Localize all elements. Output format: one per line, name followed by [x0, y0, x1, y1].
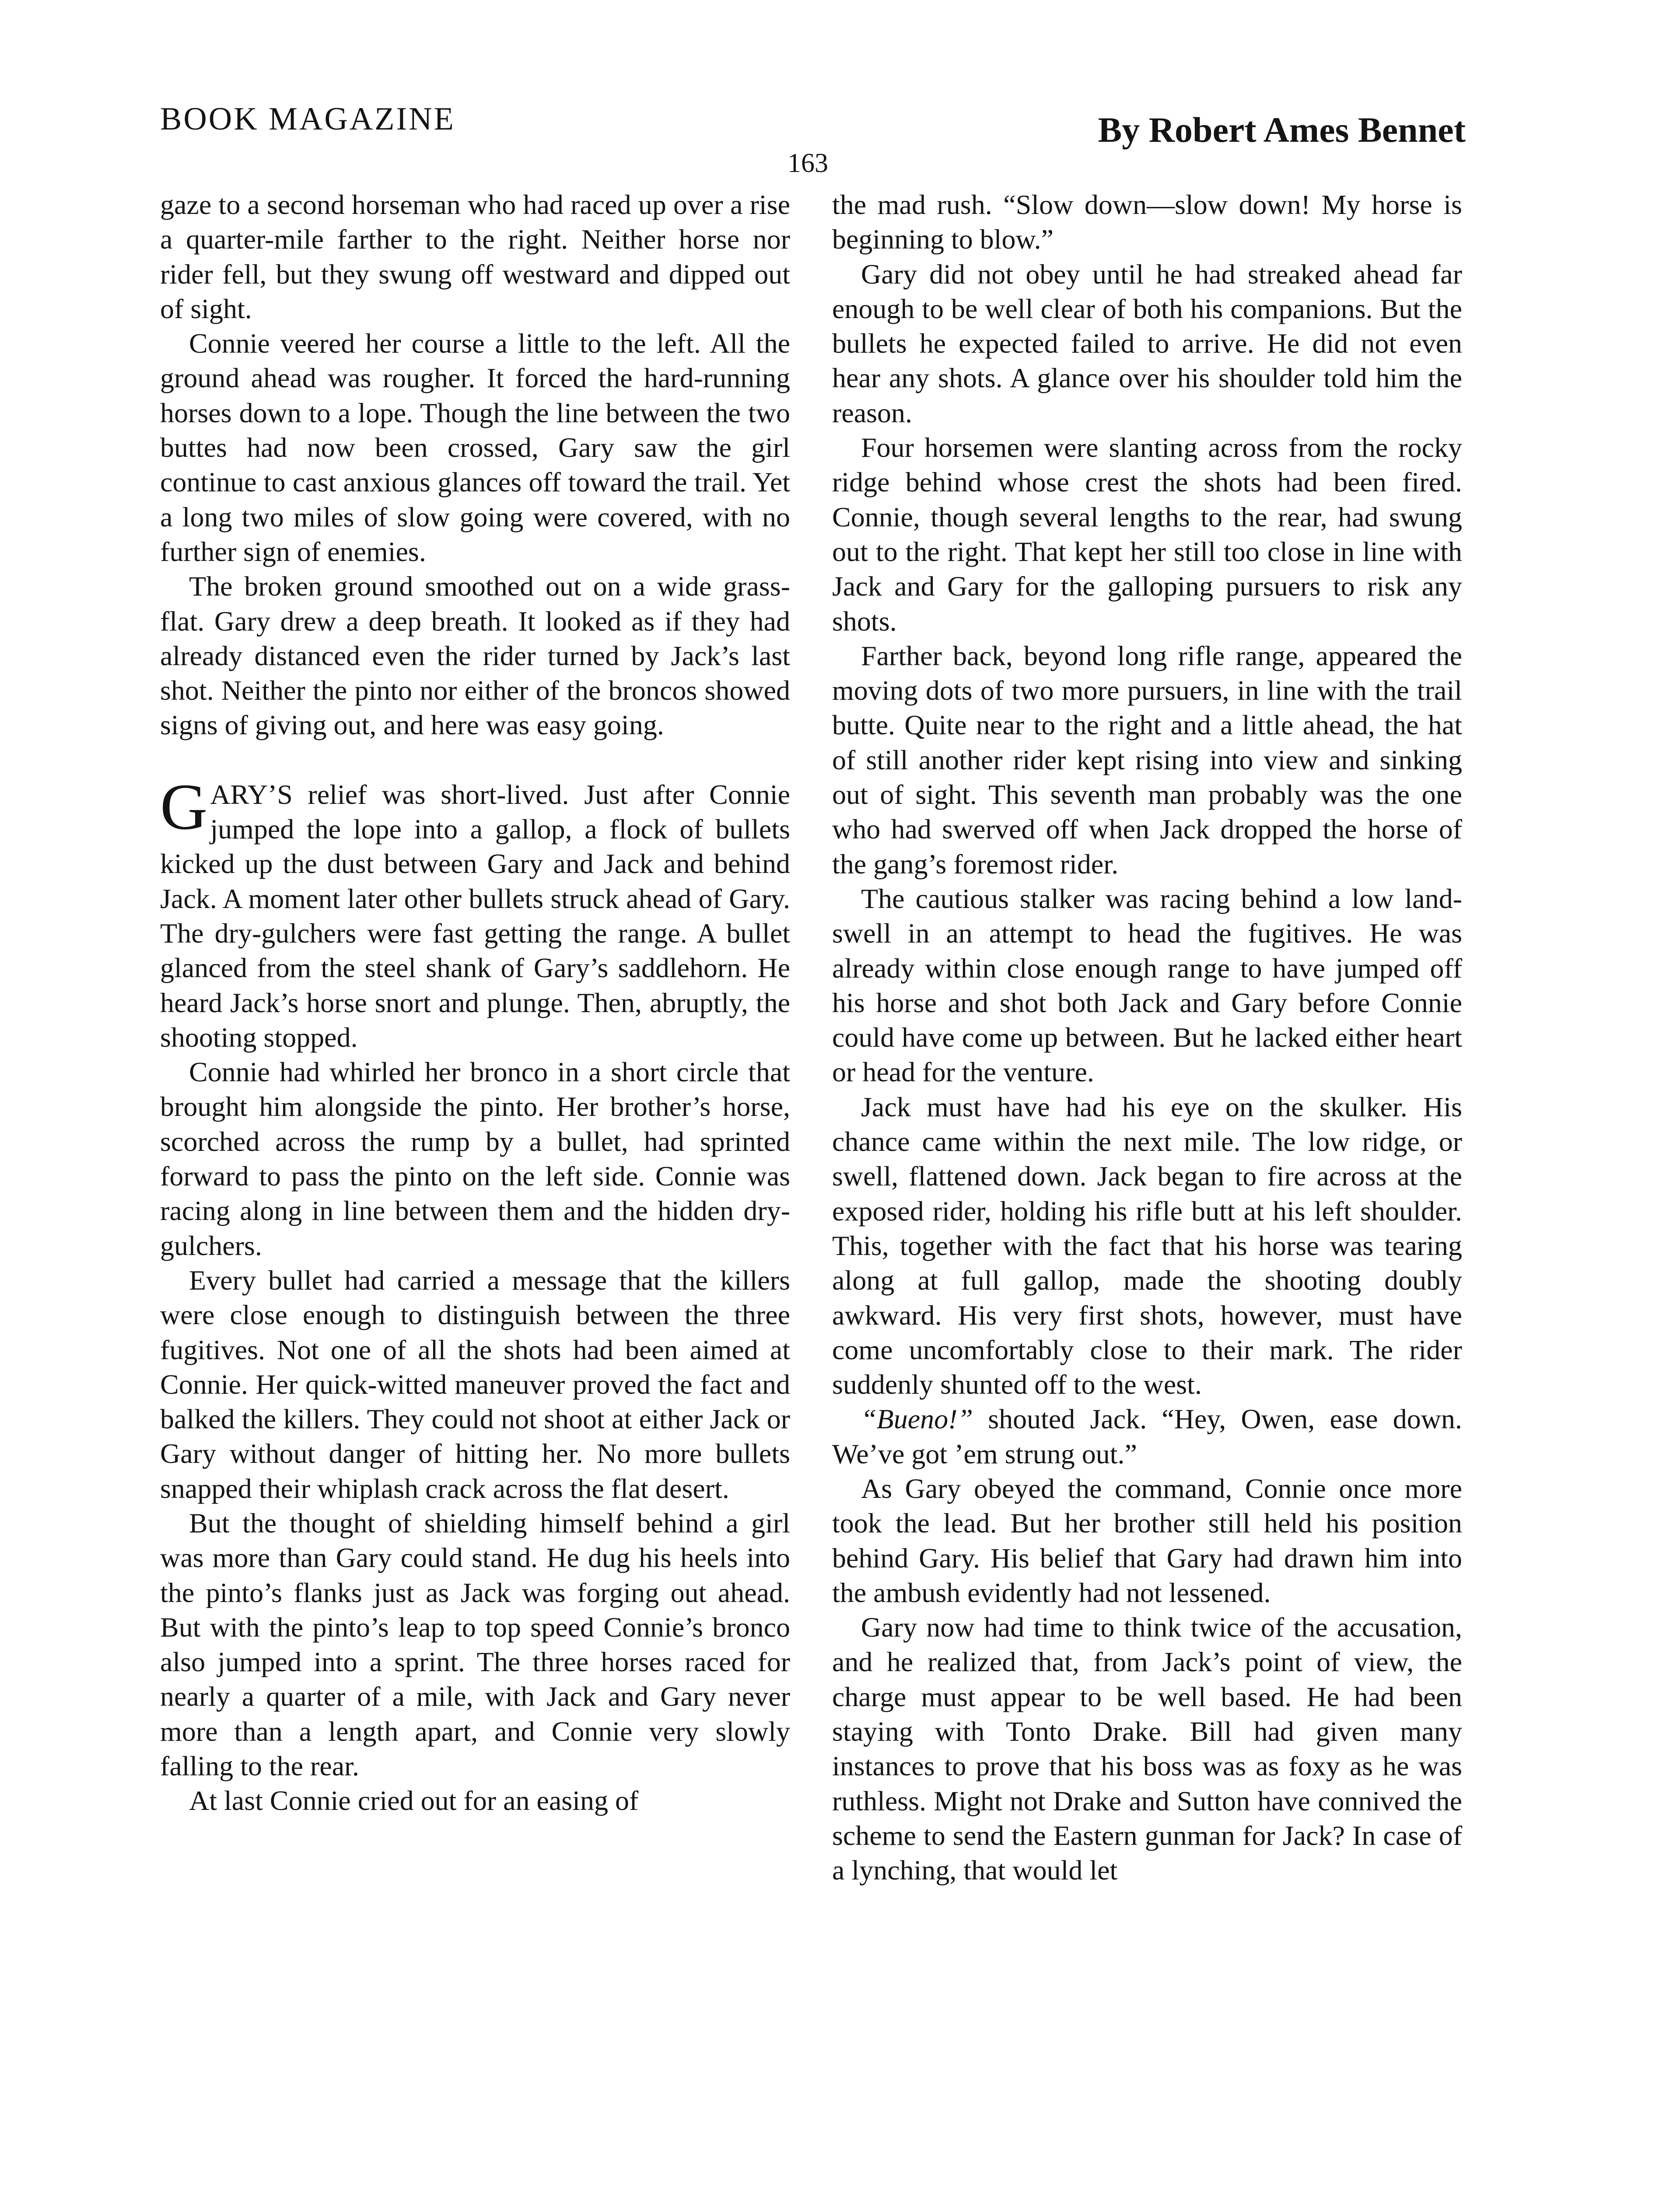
- paragraph: Every bullet had carried a message that the killers were close enough to distinguish between the three fugitives. Not one of all the shots had been aimed at Connie. Her quick-witted maneuver proved the fact and balked the killers. They could not shoot at either Jack or Gary without danger of hitting her. No more bullets snapped their whiplash crack across the flat desert.: [160, 1264, 790, 1504]
- paragraph: Jack must have had his eye on the skulker. His chance came within the next mile. The low ridge, or swell, flattened down. Jack began to fire across at the exposed rider, holding his rifle butt at his left shoulder. This, together with the fact that his horse was tearing along at full gallop, made the shooting doubly awkward. His very first shots, however, must have come uncomfortably close to their mark. The rider suddenly shunted off to the west.: [832, 1091, 1462, 1400]
- paragraph: Connie had whirled her bronco in a short circle that brought him alongside the pinto. Her brother’s horse, scorched across the rump by a bullet, had sprinted forward to pass the pinto on the left side. Connie was racing along in line between them and the hidden dry-gulchers.: [160, 1056, 790, 1261]
- paragraph: The cautious stalker was racing behind a low land-swell in an attempt to head the fugitives. He was already within close enough range to have jumped off his horse and shot both Jack and Gary before Connie could have come up between. But he lacked either heart or head for the venture.: [832, 883, 1462, 1088]
- paragraph: As Gary obeyed the command, Connie once more took the lead. But her brother still held his position behind Gary. His belief that Gary had drawn him into the ambush evidently had not lessened.: [832, 1473, 1462, 1608]
- paragraph: The broken ground smoothed out on a wide grass-flat. Gary drew a deep breath. It looked as if they had already distanced even the rider turned by Jack’s last shot. Neither the pinto nor either of the broncos showed signs of giving out, and here was easy going.: [160, 571, 790, 741]
- paragraph: Farther back, beyond long rifle range, appeared the moving dots of two more pursuers, in line with the trail butte. Quite near to the right and a little ahead, the hat of still another rider kept rising into view and sinking out of sight. This seventh man probably was the one who had swerved off when Jack dropped the horse of the gang’s foremost rider.: [832, 640, 1462, 880]
- paragraph: gaze to a second horseman who had raced up over a rise a quarter-mile farther to the right. Neither horse nor rider fell, but they swung off westward and dipped out of sight.: [160, 189, 790, 324]
- italic-exclamation: “Bueno!”: [861, 1403, 973, 1435]
- paragraph: Connie veered her course a little to the left. All the ground ahead was rougher. It forced the hard-running horses down to a lope. Though the line between the two buttes had now been crossed, Gary saw the girl continue to cast anxious glances off toward the trail. Yet a long two miles of slow going were covered, with no further sign of enemies.: [160, 328, 790, 567]
- section-opening-paragraph: [160, 770, 790, 1055]
- left-text-column: [160, 187, 790, 1818]
- paragraph: Gary now had time to think twice of the accusation, and he realized that, from Jack’s point of view, the charge must appear to be well based. He had been staying with Tonto Drake. Bill had given many instances to prove that his boss was as foxy as he was ruthless. Might not Drake and Sutton have connived the scheme to send the Eastern gunman for Jack? In case of a lynching, that would let: [832, 1612, 1462, 1886]
- paragraph: But the thought of shielding himself behind a girl was more than Gary could stand. He dug his heels into the pinto’s flanks just as Jack was forging out ahead. But with the pinto’s leap to top speed Connie’s bronco also jumped into a sprint. The three horses raced for nearly a quarter of a mile, with Jack and Gary never more than a length apart, and Connie very slowly falling to the rear.: [160, 1507, 790, 1782]
- paragraph-text: relief was short-lived. Just after Connie jumped the lope into a gallop, a flock of bullets kicked up the dust between Gary and Jack and behind Jack. A moment later other bullets struck ahead of Gary. The dry-gulchers were fast getting the range. A bullet glanced from the steel shank of Gary’s saddlehorn. He heard Jack’s horse snort and plunge. Then, abruptly, the shooting stopped.: [160, 778, 790, 1053]
- paragraph: [832, 1402, 1462, 1471]
- paragraph: Four horsemen were slanting across from the rocky ridge behind whose crest the shots had been fired. Connie, though several lengths to the rear, had swung out to the right. That kept her still too close in line with Jack and Gary for the galloping pursuers to risk any shots.: [832, 432, 1462, 637]
- paragraph: Gary did not obey until he had streaked ahead far enough to be well clear of both his companions. But the bullets he expected failed to arrive. He did not even hear any shots. A glance over his shoulder told him the reason.: [832, 258, 1462, 428]
- drop-cap: G: [160, 770, 208, 843]
- paragraph: the mad rush. “Slow down—slow down! My horse is beginning to blow.”: [832, 189, 1462, 255]
- paragraph: At last Connie cried out for an easing of: [189, 1785, 639, 1816]
- right-text-column: [832, 187, 1462, 1888]
- small-caps-word: ARY’S: [210, 778, 293, 810]
- page-number: 163: [788, 148, 828, 178]
- author-byline: By Robert Ames Bennet: [1098, 110, 1466, 150]
- magazine-title: BOOK MAGAZINE: [160, 101, 455, 137]
- paragraph-text: shouted Jack. “Hey, Owen, ease down. We’ve got ’em strung out.”: [832, 1403, 1462, 1469]
